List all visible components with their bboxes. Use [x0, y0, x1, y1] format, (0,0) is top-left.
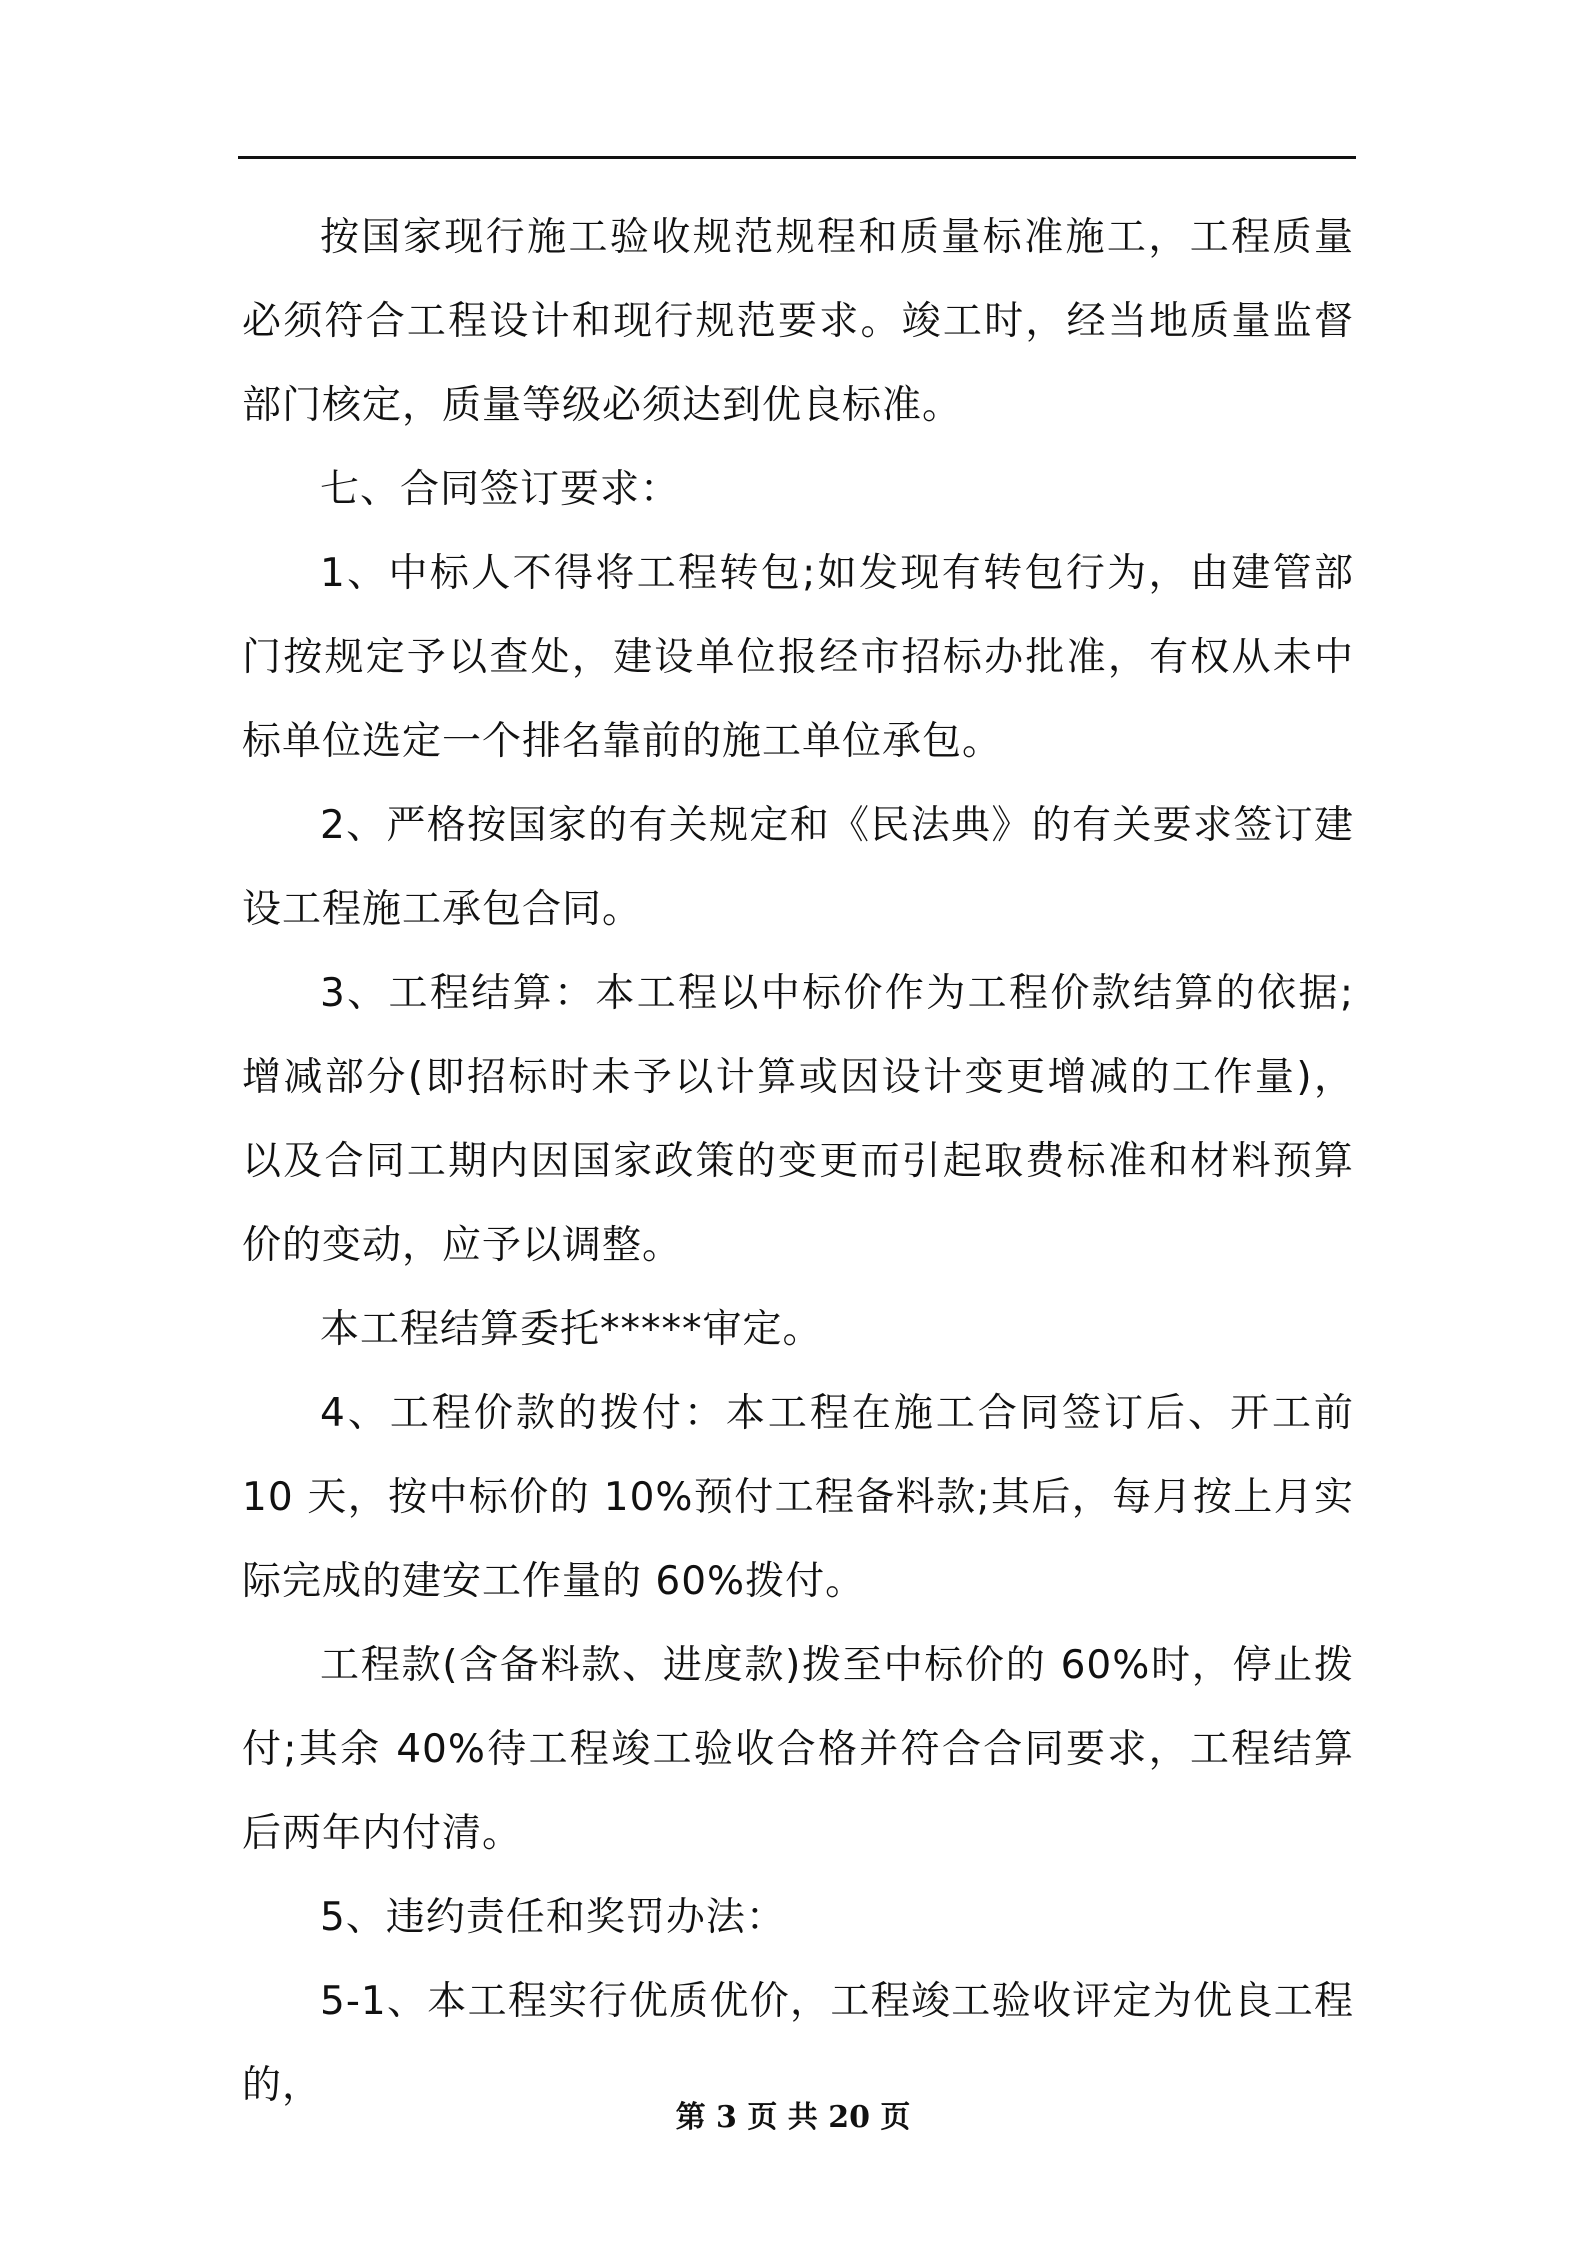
section-heading: 5、违约责任和奖罚办法： [320, 1895, 786, 1940]
paragraph: 3、工程结算：本工程以中标价作为工程价款结算的依据;增减部分(即招标时未予以计算或因设计变更增减的工作量)，以及合同工期内因国家政策的变更而引起取费标准和材料预算价的变动，应予以调整。 [242, 971, 1354, 1268]
page-number-footer: 第 3 页 共 20 页 [675, 2100, 911, 2135]
paragraph: 本工程结算委托*****审定。 [320, 1307, 823, 1352]
paragraph: 2、严格按国家的有关规定和《民法典》的有关要求签订建设工程施工承包合同。 [242, 803, 1354, 932]
paragraph: 工程款(含备料款、进度款)拨至中标价的 60%时，停止拨付;其余 40%待工程竣工验收合格并符合合同要求，工程结算后两年内付清。 [242, 1643, 1354, 1856]
paragraph: 4、工程价款的拨付：本工程在施工合同签订后、开工前 10 天，按中标价的 10%预付工程备料款;其后，每月按上月实际完成的建安工作量的 60%拨付。 [242, 1391, 1354, 1604]
paragraph: 1、中标人不得将工程转包;如发现有转包行为，由建管部门按规定予以查处，建设单位报经市招标办批准，有权从未中标单位选定一个排名靠前的施工单位承包。 [242, 551, 1354, 764]
header-rule [238, 156, 1356, 159]
paragraph: 按国家现行施工验收规范规程和质量标准施工，工程质量必须符合工程设计和现行规范要求。竣工时，经当地质量监督部门核定，质量等级必须达到优良标准。 [242, 215, 1354, 428]
section-heading: 七、合同签订要求： [320, 467, 681, 512]
document-body [242, 196, 1354, 2128]
paragraph: 5-1、本工程实行优质优价，工程竣工验收评定为优良工程的， [242, 1979, 1354, 2108]
